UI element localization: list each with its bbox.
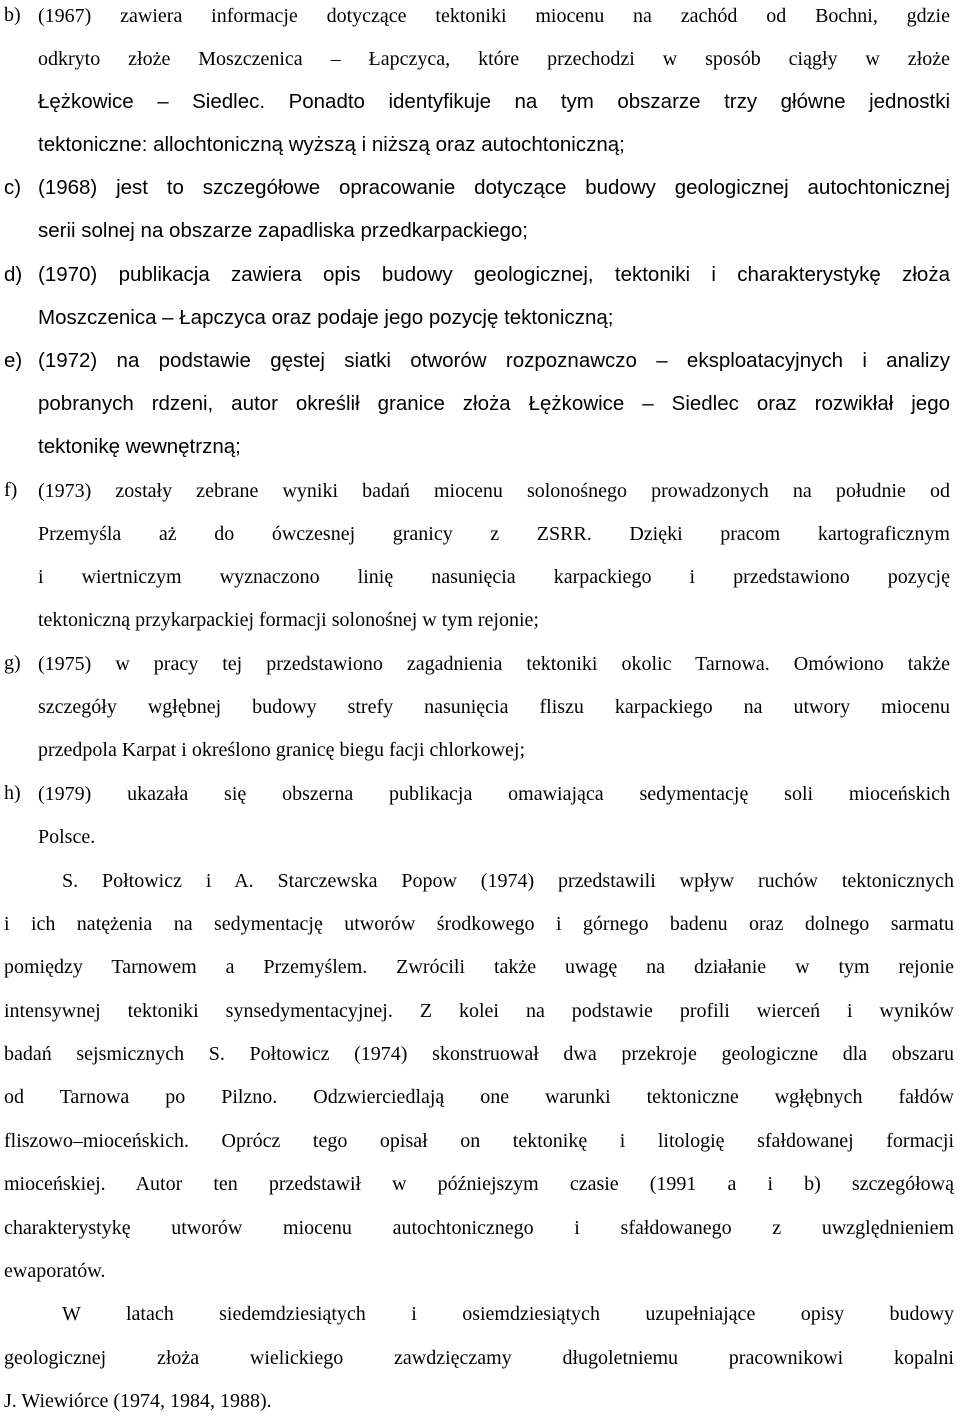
paragraph-line: od Tarnowa po Pilzno. Odzwierciedlają one warunki tektoniczne wgłębnych fałdów [4,1086,954,1108]
paragraph-line: W latach siedemdziesiątych i osiemdziesiątych uzupełniające opisy budowy [62,1303,954,1325]
text-line: (1973) zostały zebrane wyniki badań miocenu solonośnego prowadzonych na południe od [38,480,950,502]
paragraph-line: pomiędzy Tarnowem a Przemyślem. Zwrócili także uwagę na działanie w tym rejonie [4,956,954,978]
list-marker: c) [4,176,22,199]
paragraph-line: ewaporatów. [4,1260,106,1282]
list-marker: d) [4,263,23,286]
paragraph-line: badań sejsmicznych S. Połtowicz (1974) skonstruował dwa przekroje geologiczne dla obszaru [4,1043,954,1065]
text-line: (1975) w pracy tej przedstawiono zagadnienia tektoniki okolic Tarnowa. Omówiono także [38,653,950,675]
list-marker: h) [4,782,21,804]
list-marker: e) [4,349,23,372]
list-marker: b) [4,4,21,26]
text-line: Przemyśla aż do ówczesnej granicy z ZSRR. Dzięki pracom kartograficznym [38,523,950,545]
text-line: odkryto złoże Moszczenica – Łapczyca, które przechodzi w sposób ciągły w złoże [38,48,950,70]
paragraph-line: charakterystykę utworów miocenu autochtonicznego i sfałdowanego z uwzględnieniem [4,1217,954,1239]
text-line: (1967) zawiera informacje dotyczące tektoniki miocenu na zachód od Bochni, gdzie [38,5,950,27]
text-line: serii solnej na obszarze zapadliska przedkarpackiego; [38,219,528,242]
text-line: tektoniczną przykarpackiej formacji solonośnej w tym rejonie; [38,609,539,631]
text-line: tektonikę wewnętrzną; [38,435,241,458]
paragraph-line: intensywnej tektoniki synsedymentacyjnej. Z kolei na podstawie profili wierceń i wyników [4,1000,954,1022]
paragraph-line: S. Połtowicz i A. Starczewska Popow (1974) przedstawili wpływ ruchów tektonicznych [62,870,954,892]
text-line: Polsce. [38,826,96,848]
text-line: (1970) publikacja zawiera opis budowy geologicznej, tektoniki i charakterystykę złoża [38,263,950,286]
text-line: Łężkowice – Siedlec. Ponadto identyfikuje na tym obszarze trzy główne jednostki [38,90,950,113]
paragraph-line: mioceńskiej. Autor ten przedstawił w późniejszym czasie (1991 a i b) szczegółową [4,1173,954,1195]
paragraph-line: geologicznej złoża wielickiego zawdzięczamy długoletniemu pracownikowi kopalni [4,1347,954,1369]
text-line: (1968) jest to szczegółowe opracowanie dotyczące budowy geologicznej autochtonicznej [38,176,950,199]
paragraph-line: i ich natężenia na sedymentację utworów środkowego i górnego badenu oraz dolnego sarmatu [4,913,954,935]
text-line: szczegóły wgłębnej budowy strefy nasunięcia fliszu karpackiego na utwory miocenu [38,696,950,718]
list-marker: g) [4,652,21,674]
text-line: (1979) ukazała się obszerna publikacja omawiająca sedymentację soli mioceńskich [38,783,950,805]
text-line: (1972) na podstawie gęstej siatki otworów rozpoznawczo – eksploatacyjnych i analizy [38,349,950,372]
paragraph-line: J. Wiewiórce (1974, 1984, 1988). [4,1390,272,1412]
text-line: i wiertniczym wyznaczono linię nasunięcia karpackiego i przedstawiono pozycję [38,566,950,588]
text-line: pobranych rdzeni, autor określił granice złoża Łężkowice – Siedlec oraz rozwikłał jego [38,392,950,415]
paragraph-line: fliszowo–mioceńskich. Oprócz tego opisał on tektonikę i litologię sfałdowanej formacji [4,1130,954,1152]
text-line: tektoniczne: allochtoniczną wyższą i niższą oraz autochtoniczną; [38,133,625,156]
text-line: przedpola Karpat i określono granicę biegu facji chlorkowej; [38,739,526,761]
list-marker: f) [4,479,18,501]
text-line: Moszczenica – Łapczyca oraz podaje jego pozycję tektoniczną; [38,306,614,329]
